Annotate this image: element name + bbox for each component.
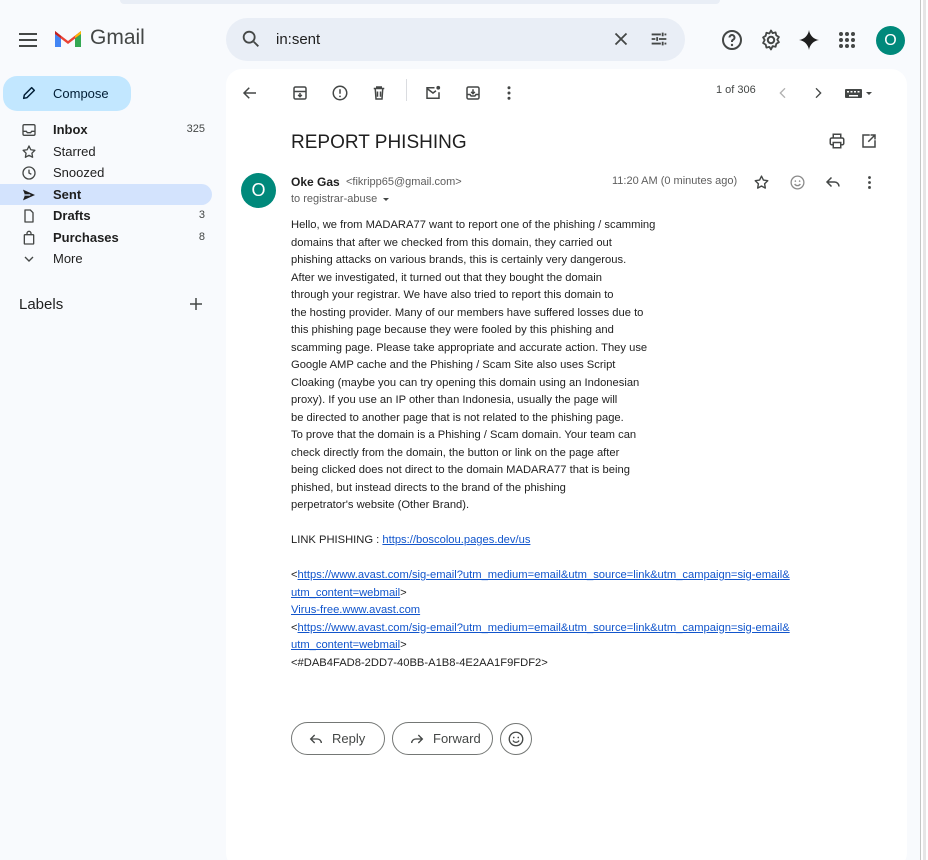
sidebar-nav [0,119,212,270]
pagination-text: 1 of 306 [716,84,756,96]
mark-unread-button[interactable] [421,81,445,105]
star-icon [753,174,770,191]
mail-unread-icon [424,84,442,102]
archive-icon [291,84,309,102]
body-line: scamming page. Please take appropriate and accurate action. They use [291,341,648,354]
delete-button[interactable] [367,81,391,105]
help-icon[interactable] [720,28,744,52]
body-line: phished, but instead directs to the brand of the phishing [291,481,566,494]
alert-icon [331,84,349,102]
sidebar-item-starred[interactable] [0,141,212,163]
body-line: proxy). If you use an IP other than Indonesia, usually the page will [291,394,618,406]
search-bar[interactable] [226,18,685,61]
recipient-text: to registrar-abuse [291,193,378,205]
reply-button[interactable] [291,722,385,755]
star-button[interactable] [749,170,773,194]
avast-link-line [291,567,851,585]
forward-button[interactable] [392,722,493,755]
window-edge [920,0,928,860]
reply-label: Reply [332,731,366,746]
app-name: Gmail [90,26,145,49]
newer-button[interactable] [771,81,795,105]
more-vert-icon [861,174,878,191]
gt-bracket: > [400,639,407,651]
open-new-window-button[interactable] [857,129,881,153]
sidebar-item-drafts[interactable] [0,205,212,227]
body-line: perpetrator's website (Other Brand). [291,499,470,511]
sidebar-item-label: More [53,251,83,266]
add-reaction-button[interactable] [500,723,532,755]
body-line: check directly from the domain, the button or link on the page after [291,446,620,459]
avast-link[interactable]: https://www.avast.com/sig-email?utm_medium=email&utm_source=link&utm_campaign=sig-email& [297,569,790,581]
sender-email: <fikripp65@gmail.com> [346,176,462,188]
reply-icon [824,173,842,191]
inbox-icon [21,122,37,138]
avast-link-cont[interactable]: utm_content=webmail [291,586,401,599]
reply-icon [308,731,324,747]
keyboard-icon [844,86,874,100]
account-avatar[interactable]: O [876,26,905,55]
sidebar-item-snoozed[interactable] [0,162,212,184]
phishing-link-line [291,532,851,550]
bag-icon [21,230,37,246]
body-line: be directed to another page that is not related to the phishing page. [291,411,624,424]
body-line: this phishing page because they were fooled by this phishing and [291,324,614,336]
open-in-new-icon [860,132,878,150]
message-more-button[interactable] [857,170,881,194]
draft-icon [21,208,37,224]
sidebar-item-label: Snoozed [53,165,105,180]
compose-label: Compose [53,86,109,101]
sparkle-icon[interactable] [797,28,821,52]
toolbar-divider [406,79,407,101]
chevron-left-icon [775,85,791,101]
emoji-reaction-button[interactable] [785,170,809,194]
emoji-icon [789,174,806,191]
move-to-button[interactable] [461,81,485,105]
avast-link-line [291,620,851,638]
archive-button[interactable] [288,81,312,105]
print-button[interactable] [825,129,849,153]
body-line: Google AMP cache and the Phishing / Scam Site also uses Script [291,359,616,371]
lt-bracket: < [291,569,298,581]
sidebar-item-label: Starred [53,143,96,159]
pencil-icon [21,85,37,101]
back-button[interactable] [238,81,262,105]
gmail-m-icon [54,27,82,49]
body-line: being clicked does not direct to the domain MADARA77 that is being [291,464,630,476]
email-subject: REPORT PHISHING [291,132,467,153]
emoji-icon [507,730,525,748]
more-vert-icon [500,84,518,102]
reply-icon-button[interactable] [821,170,845,194]
trash-icon [370,84,388,102]
chevron-down-icon [21,251,37,267]
avast-link-cont[interactable]: utm_content=webmail [291,639,401,651]
message-panel [226,69,907,860]
gt-bracket: > [400,586,407,599]
gmail-logo[interactable] [54,26,145,50]
sidebar-item-label: Drafts [53,208,91,223]
purchases-count: 8 [198,230,205,243]
print-icon [828,132,846,150]
search-input[interactable]: in:sent [276,31,321,48]
body-line: the hosting provider. Many of our members have suffered losses due to [291,306,644,319]
email-timestamp: 11:20 AM (0 minutes ago) [612,175,738,187]
move-to-inbox-icon [464,84,482,102]
unread-count: 325 [186,123,205,135]
body-line: After we investigated, it turned out that they bought the domain [291,271,602,284]
apps-grid-icon[interactable] [835,28,859,52]
header [0,0,920,80]
phishing-link-label: LINK PHISHING : [291,534,383,546]
email-body [291,217,851,672]
sidebar-item-purchases[interactable] [0,227,212,249]
footer-id: <#DAB4FAD8-2DD7-40BB-A1B8-4E2AA1F9FDF2> [291,656,548,669]
virus-free-link[interactable]: Virus-free.www.avast.com [291,604,421,616]
sidebar-item-sent[interactable] [0,184,212,206]
report-spam-button[interactable] [328,81,352,105]
star-icon [21,144,37,160]
chevron-right-icon [810,85,826,101]
avast-link[interactable]: https://www.avast.com/sig-email?utm_medium=email&utm_source=link&utm_campaign=sig-email& [297,621,790,634]
sidebar-item-label: Purchases [53,229,119,245]
forward-icon [409,731,425,747]
body-line: phishing attacks on various brands, this is certainly very dangerous. [291,254,627,266]
more-options-button[interactable] [497,81,521,105]
virus-free-line [291,602,851,620]
gear-icon[interactable] [759,28,783,52]
sidebar-item-inbox[interactable] [0,119,212,141]
labels-heading: Labels [19,296,64,313]
recipient-details[interactable] [291,193,391,205]
body-line: through your registrar. We have also tried to report this domain to [291,289,614,301]
sender-name[interactable]: Oke Gas [291,175,340,189]
draft-count: 3 [198,209,205,221]
body-line: Cloaking (maybe you can try opening this domain using an Indonesian [291,376,640,389]
caret-down-icon [381,194,391,204]
arrow-back-icon [241,84,259,102]
body-line: Hello, we from MADARA77 want to report one of the phishing / scamming [291,219,656,231]
forward-label: Forward [433,731,481,746]
send-icon [21,187,37,203]
clock-icon [21,165,37,181]
search-options-icon[interactable] [648,28,670,50]
older-button[interactable] [806,81,830,105]
input-tools-button[interactable] [842,81,876,105]
sender-avatar[interactable]: O [241,173,276,208]
body-line: To prove that the domain is a Phishing / Scam domain. Your team can [291,429,637,441]
add-label-icon[interactable] [187,295,205,313]
avast-link-line [291,585,851,603]
close-icon[interactable] [610,28,632,50]
lt-bracket: < [291,621,298,634]
sidebar-item-label: Inbox [53,122,88,137]
search-icon[interactable] [240,28,262,50]
phishing-link[interactable]: https://boscolou.pages.dev/us [382,534,531,546]
sidebar-item-more[interactable] [0,248,212,270]
menu-icon[interactable] [16,28,40,52]
compose-button[interactable] [3,76,131,111]
avast-link-line [291,637,851,655]
sidebar-item-label: Sent [53,186,82,202]
body-line: domains that after we checked from this domain, they carried out [291,236,612,249]
